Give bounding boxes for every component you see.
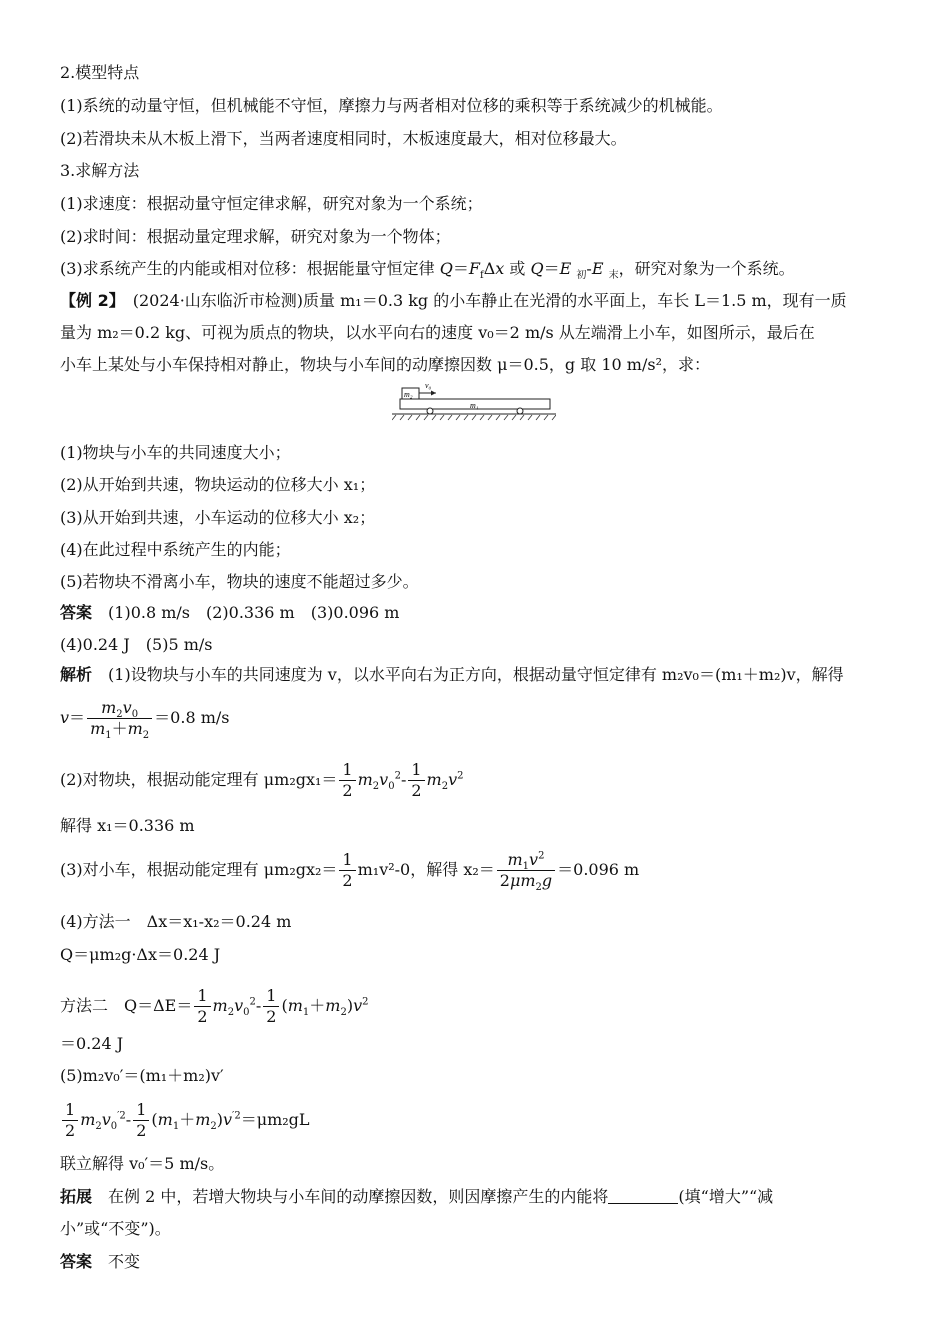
example-text-1: 质量 m₁＝0.3 kg 的小车静止在光滑的水平面上，车长 L＝1.5 m，现有一质 — [303, 291, 847, 310]
question-2: (2)从开始到共速，物块运动的位移大小 x₁； — [60, 475, 376, 494]
analysis-step-2-solve: 解得 x₁＝0.336 m — [60, 816, 195, 835]
answer-line-2: (4)0.24 J (5)5 m/s — [60, 635, 213, 654]
analysis-step-1-result: v＝ $\frac{m_2v_0}{m_1+m_2}$ ＝0.8 m/s — [60, 698, 230, 742]
question-3: (3)从开始到共速，小车运动的位移大小 x₂； — [60, 508, 376, 527]
velocity-label: v₀ — [425, 381, 432, 390]
question-4: (4)在此过程中系统产生的内能； — [60, 540, 291, 559]
extension-line-2: 小”或“不变”)。 — [60, 1219, 171, 1238]
section-3-title: 3.求解方法 — [60, 161, 140, 180]
analysis-step-4-result: ＝0.24 J — [60, 1034, 124, 1053]
example-text-2: 量为 m₂＝0.2 kg、可视为质点的物块，以水平向右的速度 v₀＝2 m/s 从左端滑上小车，如图所示，最后在 — [60, 323, 815, 342]
section-2-point-2: (2)若滑块未从木板上滑下，当两者速度相同时，木板速度最大，相对位移最大。 — [60, 129, 627, 148]
analysis-step-5-energy: $\frac{1}{2}$ $m_2v_0^{'2}-$ $\frac{1}{2}$ $(m_1+m_2)v^{'2}=\mu m_2gL$ — [60, 1100, 310, 1141]
analysis-step-5-solve: 联立解得 v₀′＝5 m/s。 — [60, 1154, 225, 1173]
question-5: (5)若物块不滑离小车，物块的速度不能超过多少。 — [60, 572, 419, 591]
answer-label: 答案 — [60, 603, 93, 622]
analysis-step-1: 解析 (1)设物块与小车的共同速度为 v，以水平向右为正方向，根据动量守恒定律有 m₂v₀＝(m₁＋m₂)v，解得 — [60, 665, 844, 684]
analysis-step-2: (2)对物块，根据动能定理有 μm₂gx₁＝ $\frac{1}{2}$ $m_2v_0^2-$ $\frac{1}{2}$ $m_2v^2$ — [60, 760, 464, 800]
example-line-1 — [60, 290, 847, 312]
analysis-label: 解析 — [60, 665, 93, 684]
extension-line-1: 拓展 在例 2 中，若增大物块与小车间的动摩擦因数，则因摩擦产生的内能将 (填“增大”“减 — [60, 1187, 774, 1206]
analysis-step-4-method-2: 方法二 Q＝ΔE＝ $\frac{1}{2}$ $m_2v_0^2-$ $\frac{1}{2}$ $(m_1+m_2)v^2$ — [60, 986, 369, 1026]
answer-line-1: 答案 (1)0.8 m/s (2)0.336 m (3)0.096 m — [60, 603, 400, 622]
section-3-point-2: (2)求时间：根据动量定理求解，研究对象为一个物体； — [60, 227, 451, 246]
example-tag: 【例 2】 — [60, 291, 117, 310]
example-text-3: 小车上某处与小车保持相对静止，物块与小车间的动摩擦因数 μ＝0.5，g 取 10 m/s²，求： — [60, 355, 710, 374]
analysis-step-4-method-1-q: Q＝μm₂g·Δx＝0.24 J — [60, 945, 221, 964]
analysis-step-5: (5)m₂v₀′＝(m₁＋m₂)v′ — [60, 1066, 224, 1085]
section-2-point-1: (1)系统的动量守恒，但机械能不守恒，摩擦力与两者相对位移的乘积等于系统减少的机械能。 — [60, 96, 723, 115]
extension-answer-label: 答案 — [60, 1252, 93, 1271]
cart-label: m₁ — [470, 401, 479, 410]
analysis-step-4-method-1: (4)方法一 Δx＝x₁-x₂＝0.24 m — [60, 912, 292, 931]
cart-wheel-left — [427, 408, 433, 414]
section-3-point-1: (1)求速度：根据动量守恒定律求解，研究对象为一个系统； — [60, 194, 483, 213]
ground-hatch — [392, 415, 556, 420]
section-2-title: 2.模型特点 — [60, 63, 140, 82]
answer-blank[interactable] — [608, 1187, 678, 1204]
extension-label: 拓展 — [60, 1187, 93, 1206]
section-3-point-3: (3)求系统产生的内能或相对位移：根据能量守恒定律 $Q=F_f\Delta x$ 或 Q＝E $_初$-E $_末$，研究对象为一个系统。 — [60, 259, 795, 282]
block-label: m₂ — [404, 390, 413, 399]
analysis-step-3: (3)对小车，根据动能定理有 μm₂gx₂＝ $\frac{1}{2}$ m₁v²-0，解得 x₂＝ $\frac{m_1v^2}{2\mu m_2g}$ ＝0.096 m — [60, 850, 640, 894]
extension-answer: 答案 不变 — [60, 1252, 141, 1271]
velocity-arrowhead — [431, 391, 436, 396]
example-source: (2024·山东临沂市检测) — [132, 291, 304, 310]
cart-wheel-right — [517, 408, 523, 414]
question-1: (1)物块与小车的共同速度大小； — [60, 443, 291, 462]
cart-block-figure — [392, 378, 556, 426]
